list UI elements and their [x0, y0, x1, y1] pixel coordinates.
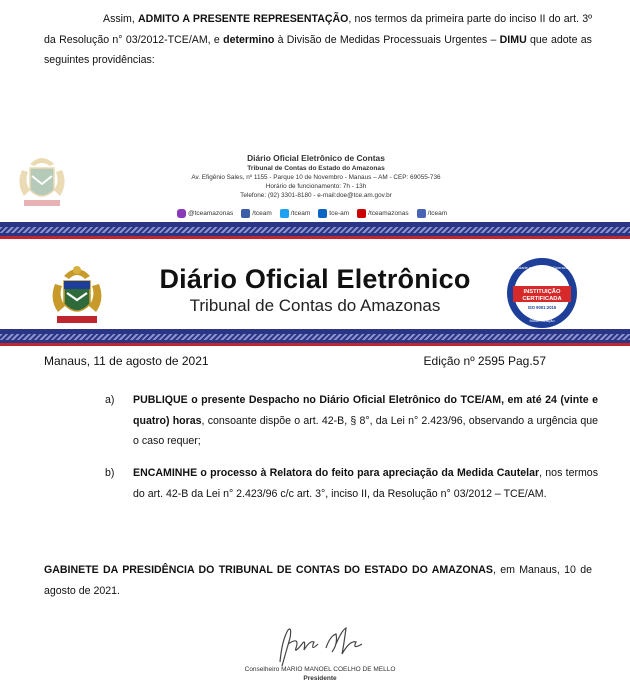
list-item-a [105, 390, 598, 454]
intro-bold-2: determino [223, 33, 275, 46]
list-item-b [105, 463, 598, 507]
edition-line [44, 353, 546, 369]
intro-text-3: à Divisão de Medidas Processuais Urgentes – [274, 33, 500, 46]
instagram-link[interactable]: @tceamazonas [177, 209, 233, 218]
flickr-icon [417, 209, 426, 218]
seal-bottom-text: Modernização [529, 318, 555, 323]
intro-bold-1: ADMITO A PRESENTE REPRESENTAÇÃO [138, 13, 349, 25]
signer-name: Conselheiro MARIO MANOEL COELHO DE MELLO [244, 666, 396, 673]
list-marker-a: a) [105, 394, 115, 406]
social-links [177, 207, 447, 219]
linkedin-icon [318, 209, 327, 218]
twitter-link[interactable]: /tceam [280, 209, 311, 218]
footer-contact: Telefone: (92) 3301-8180 - e-mail:doe@tce.am.gov.br [240, 192, 392, 199]
footer-title: Diário Oficial Eletrônico de Contas [247, 153, 385, 163]
intro-text-2: , nos termos da primeira parte do inciso II do art. 3º da Resolução n° 03/2012-TCE/AM, e [44, 13, 593, 46]
footer-org: Tribunal de Contas do Estado do Amazonas [247, 165, 385, 172]
certification-seal-icon [505, 256, 579, 330]
instagram-icon [177, 209, 186, 218]
page-divider-stripe-top [0, 222, 630, 239]
intro-bold-3: DIMU [499, 33, 527, 46]
tce-coat-of-arms-icon [50, 262, 104, 328]
intro-text-1: Assim, [103, 13, 139, 25]
youtube-link[interactable]: /tceamazonas [357, 209, 408, 218]
footer-contact-block [150, 152, 482, 200]
intro-paragraph [44, 9, 592, 71]
seal-top-text: Qualidade e Excelência Operacional [509, 265, 575, 270]
handwritten-signature [270, 622, 370, 668]
twitter-icon [280, 209, 289, 218]
page-divider-stripe-bottom [0, 329, 630, 346]
footer-hours: Horário de funcionamento: 7h - 13h [265, 183, 367, 190]
linkedin-link[interactable]: tce-am [318, 209, 349, 218]
footer-address: Av. Efigênio Sales, nº 1155 - Parque 10 de Novembro - Manaus – AM - CEP: 69055-736 [191, 174, 441, 181]
tce-coat-of-arms-faded-icon [16, 150, 68, 214]
masthead-subtitle: Tribunal de Contas do Amazonas [189, 296, 441, 315]
signer-role: Presidente [303, 675, 337, 682]
list-text-a: PUBLIQUE o presente Despacho no Diário Oficial Eletrônico do TCE/AM, em até 24 (vinte e quatro) horas, consoante dispõe o art. 42-B, § 8°, da Lei n° 2.423/96, observando a urgência que o caso requer; [133, 394, 598, 447]
list-marker-b: b) [105, 467, 115, 479]
list-text-b: ENCAMINHE o processo à Relatora do feito para apreciação da Medida Cautelar, nos termos do art. 42-B da Lei n° 2.423/96 c/c art. 3°, inciso II, da Resolução n° 03/2012 – TCE/AM. [133, 467, 599, 500]
youtube-icon [357, 209, 366, 218]
closing-paragraph: GABINETE DA PRESIDÊNCIA DO TRIBUNAL DE CONTAS DO ESTADO DO AMAZONAS, em Manaus, 10 de agosto de 2021. [44, 564, 592, 597]
edition-date: Manaus, 11 de agosto de 2021 [44, 354, 209, 368]
facebook-icon [241, 209, 250, 218]
masthead [122, 262, 508, 316]
seal-iso: ISO 9001:2015 [527, 305, 557, 310]
seal-main-1: INSTITUIÇÃO [523, 289, 561, 295]
edition-number: Edição nº 2595 Pag.57 [423, 354, 546, 368]
masthead-title: Diário Oficial Eletrônico [159, 264, 471, 294]
flickr-link[interactable]: /tceam [417, 209, 448, 218]
facebook-link[interactable]: /tceam [241, 209, 272, 218]
intro-text-4: que adote as seguintes providências: [44, 33, 592, 66]
seal-main-2: CERTIFICADA [522, 296, 562, 302]
